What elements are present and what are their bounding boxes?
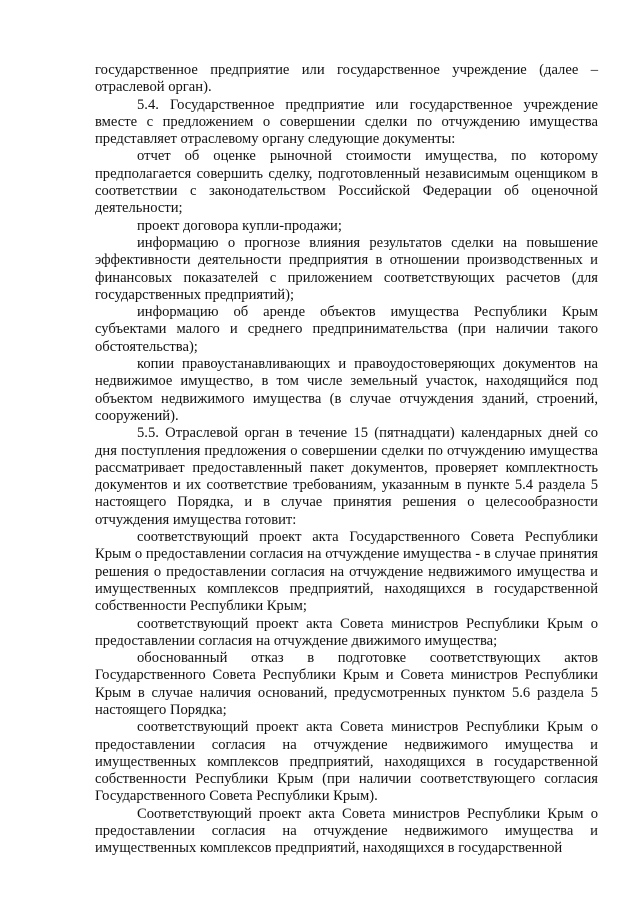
list-item-title-documents: копии правоустанавливающих и правоудостоверяющих документов на недвижимое имущество, в том числе земельный участок, находящийся под объектом недвижимого имущества (в случае отчуждения зданий, строений, сооружений). xyxy=(95,356,598,424)
list-item-forecast-info: информацию о прогнозе влияния результатов сделки на повышение эффективности деятельности предприятия в отношении производственных и финансовых показателей с приложением соответствующих расчетов (для государственных предприятий); xyxy=(95,234,598,303)
list-item-council-ministers-movable: соответствующий проект акта Совета министров Республики Крым о предоставлении согласия на отчуждение движимого имущества; xyxy=(95,615,598,649)
paragraph-continuation: государственное предприятие или государственное учреждение (далее – отраслевой орган). xyxy=(95,62,598,96)
list-item-draft-contract: проект договора купли-продажи; xyxy=(137,217,342,234)
list-item-state-council-act: соответствующий проект акта Государственного Совета Республики Крым о предоставлении согласия на отчуждение имущества - в случае принятия решения о предоставлении согласия на отчуждение недвижимого имущества и имущественных комплексов предприятий, находящихся в государственной собственности Республики Крым; xyxy=(95,529,598,615)
list-item-lease-info: информацию об аренде объектов имущества Республики Крым субъектами малого и среднего предпринимательства (при наличии такого обстоятельства); xyxy=(95,304,598,355)
list-item-reasoned-refusal: обоснованный отказ в подготовке соответствующих актов Государственного Совета Республики Крым и Совета министров Республики Крым в случае наличия оснований, предусмотренных пунктом 5.6 раздела 5 настоящего Порядка; xyxy=(95,650,598,718)
paragraph-5-5: 5.5. Отраслевой орган в течение 15 (пятнадцати) календарных дней со дня поступления предложения о совершении сделки по отчуждению имущества рассматривает предоставленный пакет документов, проверяет комплектность документов и их соответствие требованиям, указанным в пункте 5.4 раздела 5 настоящего Порядка, и в случае принятия решения о целесообразности отчуждения имущества готовит: xyxy=(95,425,598,528)
list-item-council-ministers-immovable: соответствующий проект акта Совета министров Республики Крым о предоставлении согласия на отчуждение недвижимого имущества и имущественных комплексов предприятий, находящихся в государственной собственности Республики Крым (при наличии соответствующего согласия Государственного Совета Республики Крым). xyxy=(95,719,598,805)
paragraph-final: Соответствующий проект акта Совета министров Республики Крым о предоставлении согласия на отчуждение недвижимого имущества и имущественных комплексов предприятий, находящихся в государственной xyxy=(95,805,598,857)
list-item-appraisal-report: отчет об оценке рыночной стоимости имущества, по которому предполагается совершить сделку, подготовленный независимым оценщиком в соответствии с законодательством Российской Федерации об оценочной деятельности; xyxy=(95,148,598,217)
paragraph-5-4: 5.4. Государственное предприятие или государственное учреждение вместе с предложением о совершении сделки по отчуждению имущества представляет отраслевому органу следующие документы: xyxy=(95,96,598,148)
document-page xyxy=(95,62,598,858)
